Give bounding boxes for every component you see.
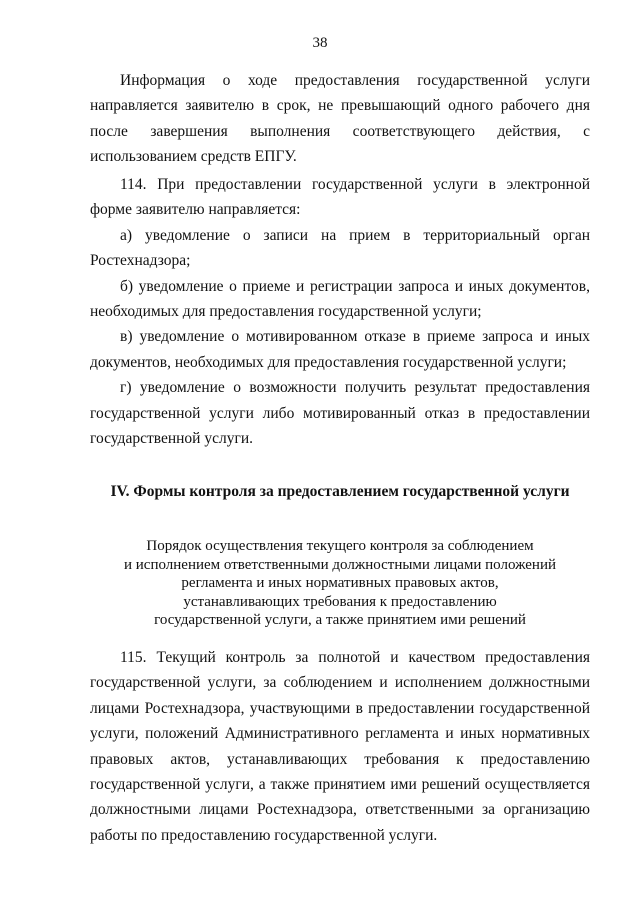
clause-114-item-v: в) уведомление о мотивированном отказе в приеме запроса и иных документов, необходимых для предоставления государственной услуги; bbox=[90, 328, 590, 371]
subsection-heading-line: регламента и иных нормативных правовых актов, bbox=[181, 575, 499, 591]
clause-115: 115. Текущий контроль за полнотой и качеством предоставления государственной услуги, за соблюдением и исполнением должностными лицами Ростехнадзора, участвующими в предоставлении государственной услуги, положений Административного регламента и иных нормативных правовых актов, устанавливающих требования к предоставлению государственной услуги, а также принятием ими решений осуществляется должностными лицами Ростехнадзора, ответственными за организацию работы по предоставлению государственной услуги. bbox=[90, 649, 590, 844]
page-number: 38 bbox=[312, 35, 328, 51]
subsection-heading-line: и исполнением ответственными должностными лицами положений bbox=[123, 556, 557, 573]
info-paragraph: Информация о ходе предоставления государственной услуги направляется заявителю в срок, не превышающий одного рабочего дня после завершения выполнения соответствующего действия, с использованием средств ЕПГУ. bbox=[90, 72, 590, 166]
subsection-heading bbox=[90, 537, 590, 630]
subsection-heading-line: устанавливающих требования к предоставлению bbox=[183, 593, 497, 610]
clause-114-item-b: б) уведомление о приеме и регистрации запроса и иных документов, необходимых для предоставления государственной услуги; bbox=[90, 277, 590, 321]
clause-114-intro: 114. При предоставлении государственной услуги в электронной форме заявителю направляется: bbox=[90, 176, 590, 219]
clause-114 bbox=[90, 172, 590, 451]
subsection-heading-line: государственной услуги, а также принятием ими решений bbox=[154, 612, 526, 628]
section-heading: IV. Формы контроля за предоставлением государственной услуги bbox=[110, 483, 570, 500]
clause-114-item-g: г) уведомление о возможности получить результат предоставления государственной услуги либо мотивированный отказ в предоставлении государственной услуги. bbox=[90, 379, 590, 448]
subsection-heading-line: Порядок осуществления текущего контроля за соблюдением bbox=[146, 538, 534, 554]
clause-114-item-a: а) уведомление о записи на прием в территориальный орган Ростехнадзора; bbox=[90, 226, 590, 270]
